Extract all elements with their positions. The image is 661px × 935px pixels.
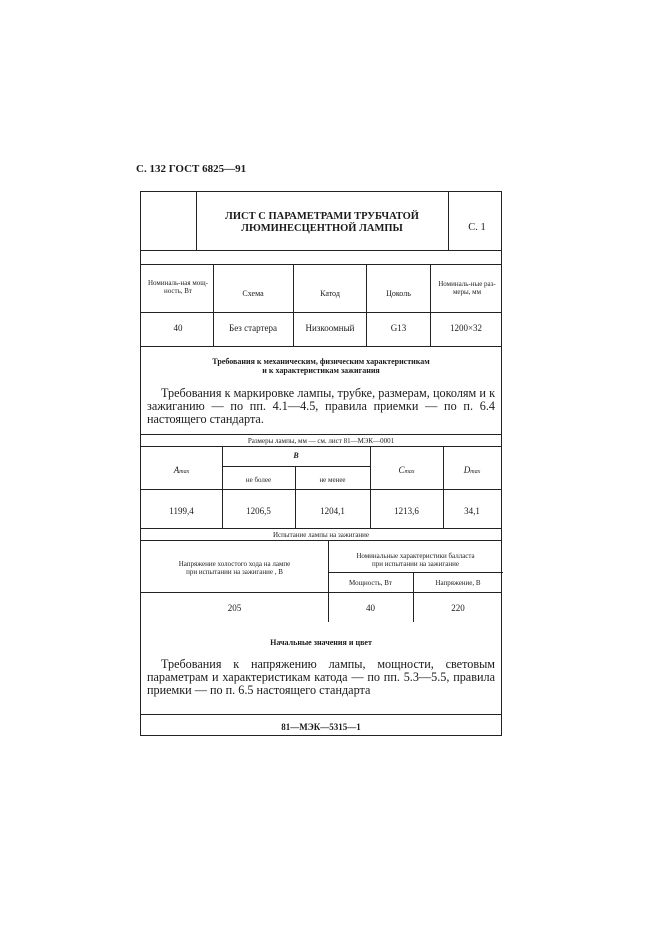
table3-header-voltage-line-1: Напряжение холостого хода на лампе (178, 560, 291, 568)
divider (141, 250, 501, 251)
table-rule (141, 489, 501, 490)
table2-header-d (443, 465, 501, 477)
table-rule (141, 540, 501, 541)
section1-paragraph: Требования к маркировке лампы, трубке, размерам, цоколям и к зажиганию — по пп. 4.1—4.5, правила приемки — по п. 6.4 настоящего стандарта. (147, 386, 495, 426)
table2-header-c (370, 465, 443, 477)
sheet-title (199, 211, 445, 235)
table1-cell: Без стартера (229, 323, 277, 333)
table1-cell: Низкоомный (305, 323, 355, 333)
table3-cell: 205 (227, 603, 242, 613)
table2-header-b-max: не более (245, 476, 272, 484)
table1-cell: G13 (390, 323, 407, 333)
a-symbol: A (173, 465, 180, 475)
table2-header-b: B (293, 451, 299, 460)
table3-header-voltage (143, 560, 326, 576)
table2-cell: 1199,4 (169, 506, 194, 516)
title-line-1: ЛИСТ С ПАРАМЕТРАМИ ТРУБЧАТОЙ (225, 211, 419, 222)
table3-cell: 220 (451, 603, 465, 613)
section2-paragraph: Требования к напряжению лампы, мощности, световым параметрам и характеристикам катода — по пп. 5.3—5.5, правила приемки — по п. 6.5 настоящего стандарта (147, 657, 495, 697)
table-rule (430, 264, 431, 346)
parameter-sheet (140, 191, 502, 736)
table-rule (141, 312, 501, 313)
table-rule (141, 346, 501, 347)
table-rule (222, 466, 370, 467)
table2-header-b-min: не менее (319, 476, 346, 484)
table1-cell: 1200×32 (449, 323, 483, 333)
table1-header-power: Номиналь-ная мощ-ность, Вт (147, 279, 208, 295)
table3-cell: 40 (366, 603, 375, 613)
table-rule (141, 528, 501, 529)
d-symbol: D (463, 465, 471, 475)
table1-header-cap: Цоколь (386, 289, 411, 298)
table-rule (141, 446, 501, 447)
table2-cell: 1204,1 (320, 506, 345, 516)
table-rule (141, 264, 501, 265)
table-rule (328, 572, 503, 573)
table3-header-voltage-line-2: при испытании на зажигание , В (186, 568, 283, 576)
section1-title-line-1: Требования к механическим, физическим характеристикам (212, 357, 430, 366)
table-rule (141, 592, 501, 593)
table-rule (141, 434, 501, 435)
document-code: 81—МЭК—5315—1 (281, 722, 361, 732)
d-subscript: max (470, 469, 481, 475)
table-rule (366, 264, 367, 346)
section2-title: Начальные значения и цвет (270, 638, 372, 647)
table1-header-cathode: Катод (320, 289, 340, 298)
table2-cell: 34,1 (464, 506, 480, 516)
table2-caption: Размеры лампы, мм — см. лист 81—МЭК—0001 (247, 437, 395, 445)
table1-header-scheme: Схема (242, 289, 264, 298)
sheet-number: С. 1 (468, 222, 486, 233)
section1-title-line-2: и к характеристикам зажигания (262, 366, 380, 375)
table3-header-power: Мощность, Вт (349, 579, 392, 587)
footer-rule (141, 714, 501, 715)
table3-header-ballast-line-2: при испытании на зажигание (372, 560, 459, 568)
table-rule (293, 264, 294, 346)
divider (448, 192, 449, 250)
table3-header-ballast-voltage: Напряжение, В (435, 579, 481, 587)
title-line-2: ЛЮМИНЕСЦЕНТНОЙ ЛАМПЫ (241, 223, 403, 234)
table1-header-dimensions: Номиналь-ные раз-меры, мм (438, 280, 496, 296)
c-subscript: max (404, 469, 415, 475)
table2-cell: 1213,6 (394, 506, 419, 516)
table2-cell: 1206,5 (246, 506, 271, 516)
c-symbol: C (398, 465, 405, 475)
table1-cell: 40 (173, 323, 183, 333)
section1-title (141, 357, 501, 375)
table3-header-ballast-line-1: Номинальные характеристики балласта (356, 552, 475, 560)
table3-header-ballast (330, 552, 501, 568)
table2-header-a (141, 465, 222, 477)
page-header: С. 132 ГОСТ 6825—91 (136, 163, 247, 175)
table-rule (213, 264, 214, 346)
divider (196, 192, 197, 250)
table3-caption: Испытание лампы на зажигание (272, 531, 370, 539)
a-subscript: max (179, 469, 190, 475)
